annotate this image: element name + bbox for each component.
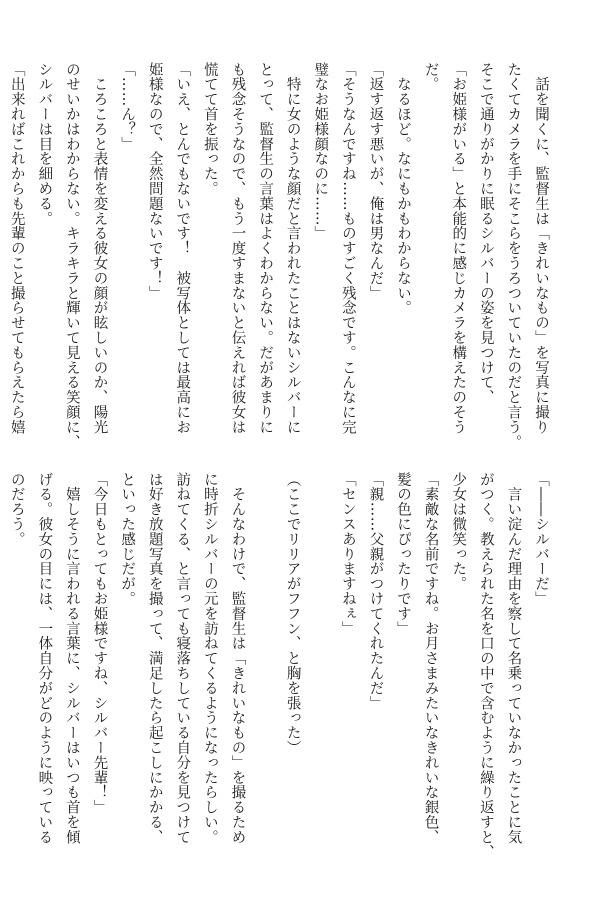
text-line: （ここでリリアがフフン、と胸を張った） bbox=[284, 472, 301, 756]
text-line: も残念そうなので、もう一度すまないと伝えれば彼女は bbox=[229, 62, 246, 435]
text-line: 「いえ、とんでもないです！ 被写体としては最高にお bbox=[174, 62, 191, 435]
text-line: は好き放題写真を撮って、満足したら起こしにかかる、 bbox=[146, 472, 163, 845]
text-line: だ。 bbox=[422, 62, 439, 92]
text-line: がつく。教えられた名を口の中で含むように繰り返すと、 bbox=[477, 472, 494, 860]
text-line: なるほど。なにもかもわからない。 bbox=[395, 62, 412, 316]
text-line: 特に女のような顔だと言われたことはないシルバーに bbox=[284, 62, 301, 435]
text-line: 「素敵な名前ですね。お月さまみたいなきれいな銀色、 bbox=[422, 472, 439, 845]
text-line bbox=[0, 472, 2, 837]
text-line: 「お姫様がいる」と本能的に感じカメラを構えたのそう bbox=[450, 62, 467, 435]
text-line: 「返す返す悪いが、俺は男なんだ」 bbox=[367, 62, 384, 301]
text-line: 璧なお姫様顔なのに……」 bbox=[312, 62, 329, 241]
text-line: 「出来ればこれからも先輩のこと撮らせてもらえたら嬉 bbox=[8, 62, 25, 435]
text-line: といった感じだが。 bbox=[119, 472, 136, 607]
lower-text-block bbox=[8, 472, 554, 860]
text-line: げる。彼女の目には、一体自分がどのように映っている bbox=[36, 472, 53, 845]
text-line: 嬉しそうに言われる言葉に、シルバーはいつも首を傾 bbox=[63, 472, 80, 845]
text-line bbox=[250, 472, 278, 837]
text-line: に時折シルバーの元を訪ねてくるようになったらしい。 bbox=[201, 472, 218, 845]
text-line: そんなわけで、監督生は「きれいなもの」を撮るため bbox=[229, 472, 246, 845]
text-line: たくてカメラを手にそこらをうろついていたのだと言う。 bbox=[505, 62, 522, 450]
text-line: シルバーは目を細める。 bbox=[36, 62, 53, 226]
text-line: 「センスありますねぇ」 bbox=[339, 472, 356, 636]
text-line: 「今日もとってもお姫様ですね、シルバー先輩！」 bbox=[91, 472, 108, 815]
text-line: とって、監督生の言葉はよくわからない。だがあまりに bbox=[257, 62, 274, 435]
text-line: のだろう。 bbox=[8, 472, 25, 547]
text-line: 姫様なので、全然問題ないです！」 bbox=[146, 62, 163, 301]
upper-text-block bbox=[8, 62, 554, 450]
text-line: 「そうなんですね……ものすごく残念です。こんなに完 bbox=[339, 62, 356, 435]
text-line: 髪の色にぴったりです」 bbox=[395, 472, 412, 636]
text-line: そこで通りがかりに眠るシルバーの姿を見つけて、 bbox=[477, 62, 494, 405]
text-line: 「……ん？」 bbox=[119, 62, 136, 152]
text-line: ころころと表情を変える彼女の顔が眩しいのか、陽光 bbox=[91, 62, 108, 435]
text-line: 「――シルバーだ」 bbox=[533, 472, 549, 607]
text-line: のせいかはわからない。キラキラと輝いて見える笑顔に、 bbox=[63, 62, 80, 450]
text-line: 話を聞くに、監督生は「きれいなもの」を写真に撮り bbox=[533, 62, 549, 435]
text-line: 「親……父親がつけてくれたんだ」 bbox=[367, 472, 384, 711]
text-line: 慌てて首を振った。 bbox=[201, 62, 218, 197]
text-line: 少女は微笑った。 bbox=[450, 472, 467, 592]
text-line: 言い淀んだ理由を察して名乗っていなかったことに気 bbox=[505, 472, 522, 845]
text-line: 訪ねてくる、と言っても寝落ちしている自分を見つけて bbox=[174, 472, 191, 845]
text-line bbox=[306, 472, 334, 837]
